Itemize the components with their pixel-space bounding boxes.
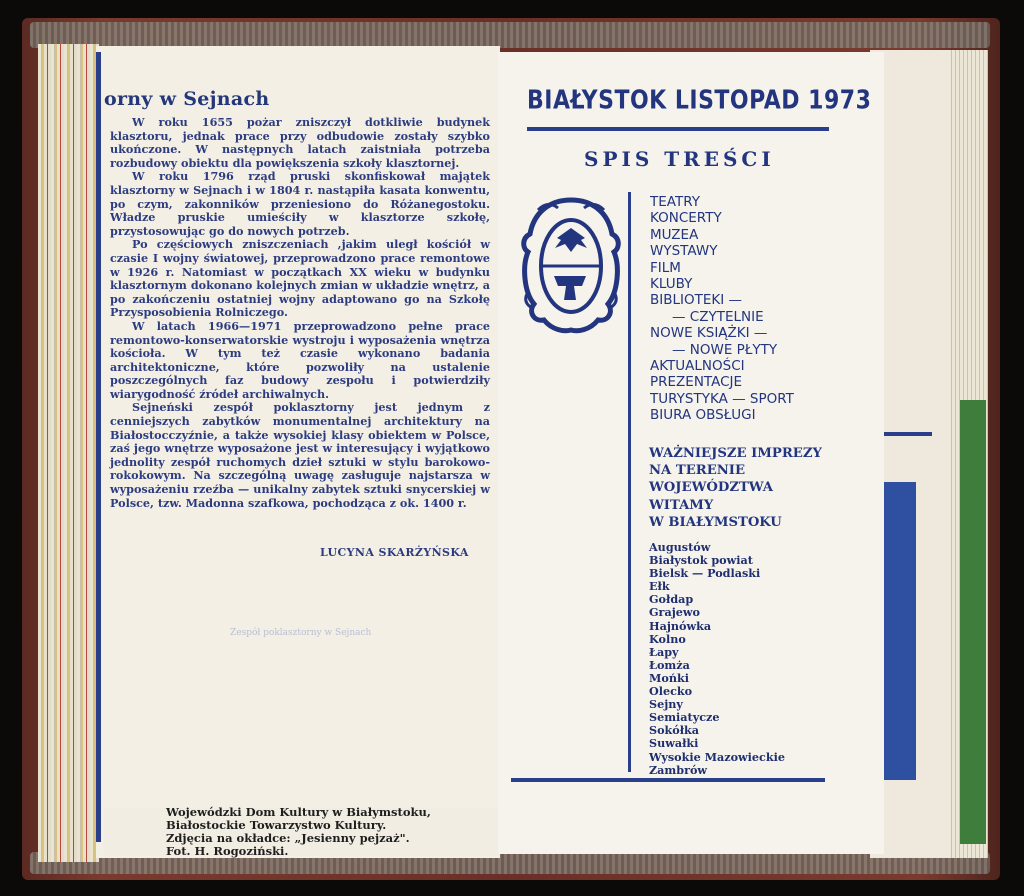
town-item: Mońki: [649, 670, 689, 685]
credit-line: Zdjęcia na okładce: „Jesienny pejzaż".: [166, 831, 410, 845]
article-author: LUCYNA SKARŻYŃSKA: [320, 546, 469, 559]
article-title: orny w Sejnach: [104, 88, 270, 110]
left-page-rule: [96, 52, 101, 842]
town-item: Łomża: [649, 657, 690, 672]
credits-lines: [166, 806, 431, 858]
events-heading: [649, 445, 822, 531]
paragraph: W roku 1796 rząd pruski skonfiskował majątek klasztorny w Sejnach i w 1804 r. nastąpiła kasata konwentu, po czym, zakonników przeniesiono do Różanegostoku. Władze pruskie umieściły w klasztorze szkołę, przystosowując go do nowych potrzeb.: [110, 169, 490, 238]
bottom-rule: [511, 778, 825, 782]
credit-line: Białostockie Towarzystwo Kultury.: [166, 818, 387, 832]
events-line: NA TERENIE: [649, 463, 746, 479]
toc-item: TEATRY: [650, 194, 700, 210]
toc-item: BIBLIOTEKI —: [650, 292, 743, 309]
paragraph: W latach 1966—1971 przeprowadzono pełne prace remontowo-konserwatorskie wystroju i wyposażenia wnętrza kościoła. W tym też czasie wykonano badania architektoniczne, które pozwoliły na ustalenie poszczególnych faz budowy zespołu i potwierdziły wiarygodność źródeł archiwalnych.: [110, 318, 490, 401]
events-line: WITAMY: [649, 497, 714, 513]
town-item: Semiatycze: [649, 710, 720, 725]
town-item: Olecko: [649, 684, 693, 699]
town-item: Ełk: [649, 579, 670, 594]
toc-item: AKTUALNOŚCI: [650, 358, 745, 375]
events-line: W BIAŁYMSTOKU: [649, 514, 782, 530]
toc-item: PREZENTACJE: [650, 374, 743, 391]
right-page-rule: [884, 432, 932, 436]
leaflet-title: BIAŁYSTOK LISTOPAD 1973: [527, 86, 872, 116]
town-item: Kolno: [649, 631, 686, 646]
paragraph: Sejneński zespół poklasztorny jest jednym z cenniejszych zabytków monumentalnej architektury na Białostocczyźnie, a także wysokiej klasy obiektem w Polsce, zaś jego wnętrze wyposażone jest w interesujący i wyjątkowo jednolity zespół ruchomych dzieł sztuki w stylu barokowo-rokokowym. Na szczególną uwagę zasługuje najstarsza w wyposażeniu rzeźba — unikalny zabytek sztuki snycerskiej w Polsce, tzw. Madonna szafkowa, pochodząca z ok. 1400 r.: [110, 400, 490, 510]
toc-item: FILM: [650, 259, 681, 276]
toc-item: — NOWE PŁYTY: [672, 341, 778, 358]
towns-list: [649, 541, 785, 777]
town-item: Białystok powiat: [649, 553, 753, 568]
toc-item: KLUBY: [650, 276, 693, 293]
town-item: Sokółka: [649, 723, 700, 738]
title-rule: [527, 127, 829, 131]
toc-item: WYSTAWY: [650, 243, 718, 260]
paragraph: Po częściowych zniszczeniach ,jakim uległ kościół w czasie I wojny światowej, przeprowadzono prace remontowe w 1926 r. Natomiast w początkach XX wieku w budynku klasztornym dokonano kolejnych zmian w układzie wnętrz, a po zakończeniu ostatniej wojny adaptowano go na Szkołę Przysposobienia Rolniczego.: [110, 237, 490, 320]
binding-top: [30, 22, 990, 48]
credit-line: Wojewódzki Dom Kultury w Białymstoku,: [166, 805, 431, 819]
town-item: Grajewo: [649, 605, 700, 620]
town-item: Wysokie Mazowieckie: [649, 749, 785, 764]
events-line: WAŻNIEJSZE IMPREZY: [649, 446, 822, 461]
faded-caption: Zespół poklasztorny w Sejnach: [230, 628, 372, 638]
coat-of-arms-icon: [520, 196, 622, 336]
credit-line: Fot. H. Rogoziński.: [166, 844, 289, 858]
right-page-bar: [884, 482, 916, 780]
page-edges-left: [38, 44, 100, 862]
town-item: Suwałki: [649, 736, 699, 751]
town-item: Gołdap: [649, 592, 694, 607]
article-body: [110, 116, 490, 510]
paragraph: W roku 1655 pożar zniszczył dotkliwie budynek klasztoru, jednak prace przy odbudowie zostały szybko ukończone. W następnych latach zaistniała potrzeba rozbudowy obiektu dla powiększenia szkoły klasztornej.: [110, 115, 490, 170]
town-item: Sejny: [649, 697, 683, 712]
events-line: WOJEWÓDZTWA: [649, 480, 773, 496]
toc-item: KONCERTY: [650, 210, 722, 227]
toc-item: TURYSTYKA — SPORT: [650, 390, 794, 407]
table-of-contents: [650, 194, 794, 424]
town-item: Zambrów: [649, 762, 708, 777]
toc-item: NOWE KSIĄŻKI —: [650, 325, 768, 342]
town-item: Łapy: [649, 644, 679, 659]
town-item: Hajnówka: [649, 618, 712, 633]
town-item: Bielsk — Podlaski: [649, 566, 761, 581]
toc-item: MUZEA: [650, 226, 699, 243]
leaflet-subtitle: SPIS TREŚCI: [584, 147, 775, 171]
toc-item: BIURA OBSŁUGI: [650, 407, 756, 424]
column-rule: [628, 192, 631, 772]
green-tab: [960, 400, 986, 844]
toc-item: — CZYTELNIE: [672, 308, 764, 325]
town-item: Augustów: [649, 540, 711, 554]
